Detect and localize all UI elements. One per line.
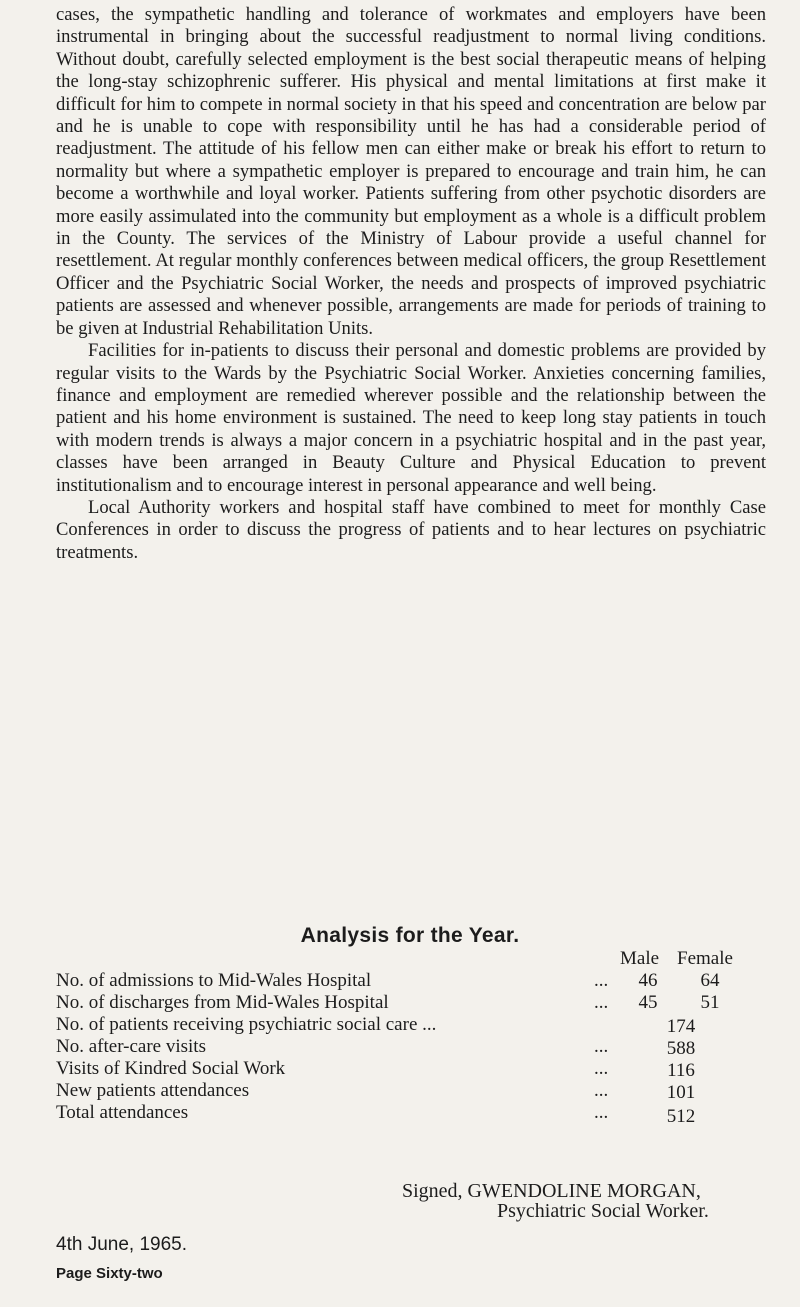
page-number: Page Sixty-two xyxy=(56,1265,163,1282)
value-total-attendances: 512 xyxy=(666,1106,696,1127)
row-label-admissions: No. of admissions to Mid-Wales Hospital xyxy=(56,970,372,991)
paragraph-1: cases, the sympathetic handling and tolerance of workmates and employers have been instrumental in bringing about the successful readjustment to normal living conditions. Without doubt, carefully selected employment is the best social therapeutic means of helping the long-stay schizophrenic sufferer. His physical and mental limitations at first make it difficult for him to compete in normal society in that his speed and concentration are below par and he is unable to cope with responsibility until he has had a considerable period of readjustment. The attitude of his fellow men can either make or break his effort to return to normality but where a sympathetic employer is prepared to encourage and train him, he can become a worthwhile and loyal worker. Patients suffering from other psychotic disorders are more easily assimulated into the community but employment as a whole is a difficult problem in the County. The services of the Ministry of Labour provide a useful channel for resettlement. At regular monthly conferences between medical officers, the group Resettlement Officer and the Psychiatric Social Worker, the needs and prospects of improved psychiatric patients are assessed and whenever possible, arrangements are made for periods of training to be given at Industrial Rehabilitation Units. xyxy=(56,4,766,339)
value-social-care-total: 174 xyxy=(666,1016,696,1037)
value-discharges-female: 51 xyxy=(700,992,720,1013)
paragraph-2: Facilities for in-patients to discuss their personal and domestic problems are provided by regular visits to the Wards by the Psychiatric Social Worker. Anxieties concerning families, finance and employment are remedied wherever possible and the relationship between the patient and his home environment is sustained. The need to keep long stay patients in touch with modern trends is always a major concern in a psychiatric hospital and in the past year, classes have been arranged in Beauty Culture and Physical Education to prevent institutionalism and to encourage interest in personal appearance and well being. xyxy=(56,340,766,496)
row-label-total-attendances: Total attendances xyxy=(56,1102,189,1123)
signature-role: Psychiatric Social Worker. xyxy=(497,1200,709,1222)
body-text xyxy=(56,4,766,564)
analysis-heading: Analysis for the Year. xyxy=(300,924,520,947)
row-label-new-patients: New patients attendances xyxy=(56,1080,250,1101)
row-label-social-care: No. of patients receiving psychiatric social care ... xyxy=(56,1014,437,1035)
signature-line: Signed, GWENDOLINE MORGAN, xyxy=(402,1180,701,1202)
row-label-after-care: No. after-care visits xyxy=(56,1036,206,1057)
row-label-kindred-social-work: Visits of Kindred Social Work xyxy=(56,1058,286,1079)
value-discharges-male: 45 xyxy=(638,992,658,1013)
row-dots: ... xyxy=(594,992,609,1013)
value-kindred-total: 116 xyxy=(667,1060,695,1081)
row-label-discharges: No. of discharges from Mid-Wales Hospital xyxy=(56,992,389,1013)
row-dots: ... xyxy=(594,1102,609,1123)
row-dots: ... xyxy=(594,1036,609,1057)
value-new-patients-total: 101 xyxy=(666,1082,696,1103)
value-admissions-male: 46 xyxy=(638,970,658,991)
paragraph-3: Local Authority workers and hospital staff have combined to meet for monthly Case Conferences in order to discuss the progress of patients and to hear lectures on psychiatric treatments. xyxy=(56,496,766,563)
row-dots: ... xyxy=(594,1058,609,1079)
column-header-female: Female xyxy=(677,948,733,969)
row-dots: ... xyxy=(594,1080,609,1101)
value-admissions-female: 64 xyxy=(700,970,720,991)
document-date: 4th June, 1965. xyxy=(56,1234,187,1255)
row-dots: ... xyxy=(594,970,609,991)
column-header-male: Male xyxy=(620,948,660,969)
value-after-care-total: 588 xyxy=(666,1038,696,1059)
